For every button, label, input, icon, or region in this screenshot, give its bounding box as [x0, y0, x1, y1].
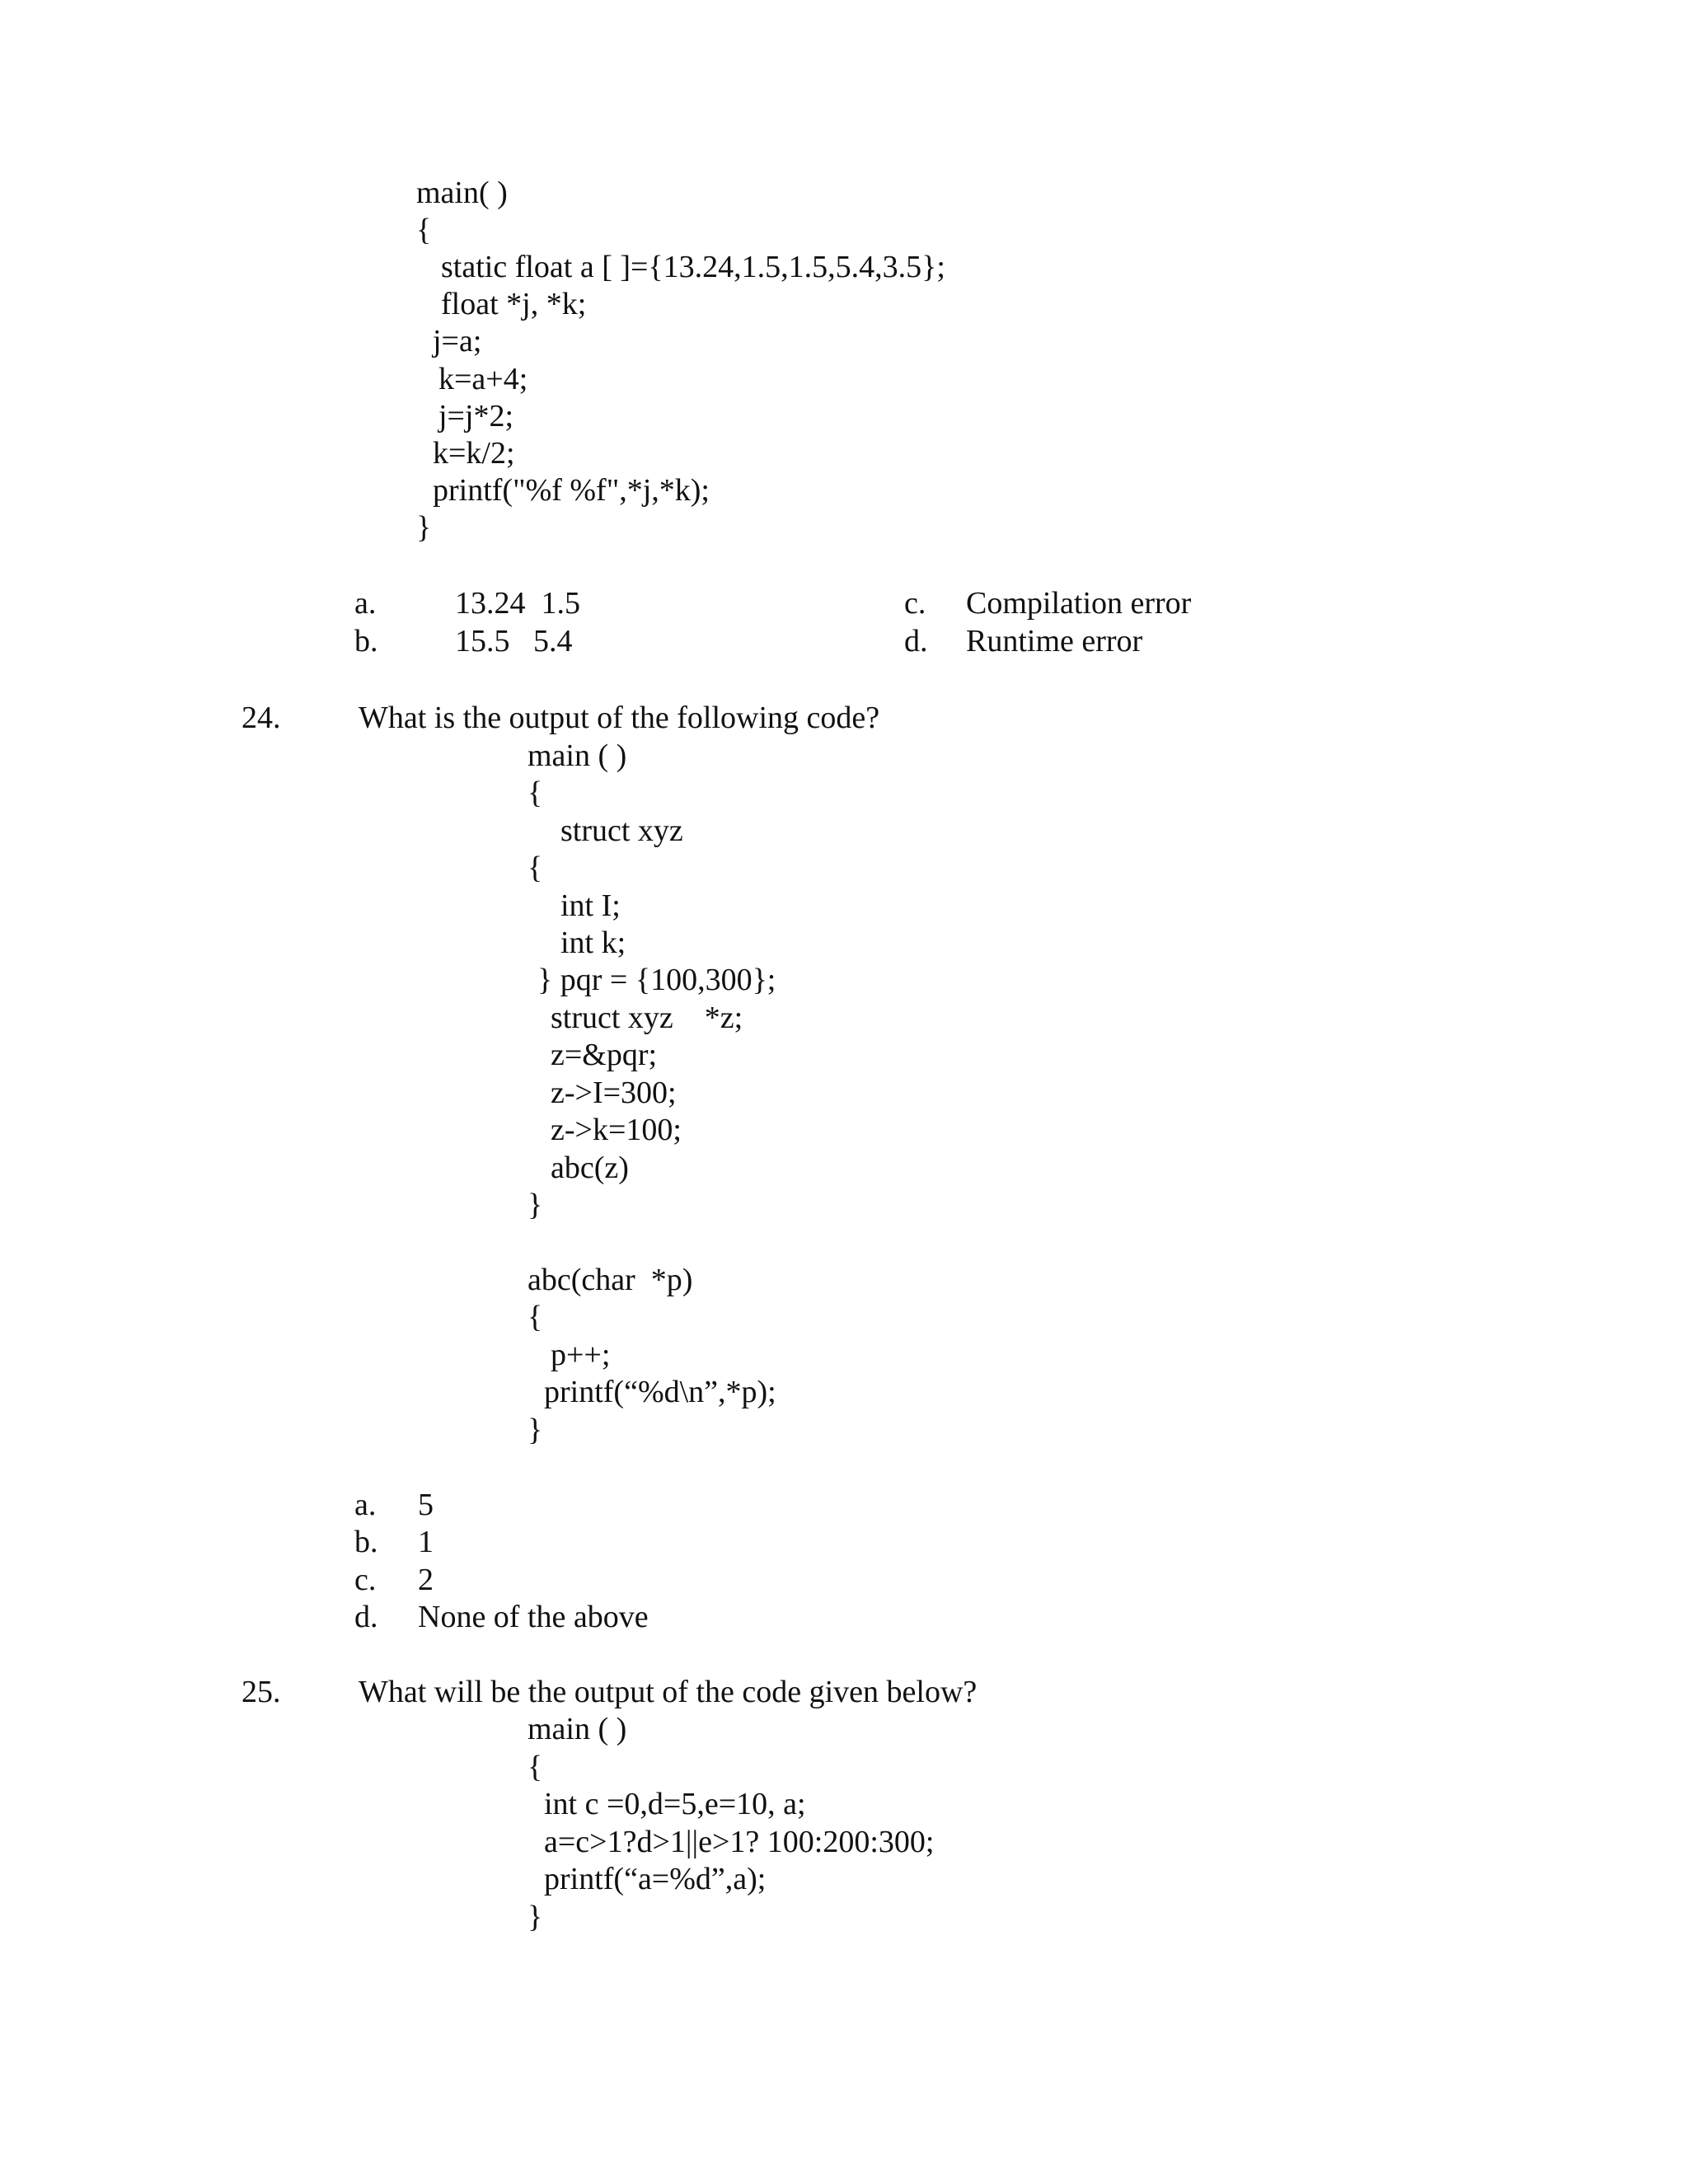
code-line: }	[528, 1900, 543, 1934]
code-line: int I;	[560, 888, 621, 923]
code-line: }	[528, 1413, 543, 1447]
option-letter: a.	[354, 586, 377, 621]
code-line: abc(z)	[551, 1151, 629, 1185]
code-line: } pqr = {100,300};	[537, 963, 776, 997]
code-line: main ( )	[528, 1712, 627, 1746]
code-line: main( )	[416, 176, 508, 210]
code-line: main ( )	[528, 738, 627, 773]
question-number: 24.	[241, 701, 281, 735]
option-text: Compilation error	[966, 586, 1192, 621]
option-letter: b.	[354, 1525, 378, 1559]
code-line: printf("%f %f",*j,*k);	[433, 473, 710, 508]
code-line: struct xyz	[560, 813, 683, 848]
code-line: a=c>1?d>1||e>1? 100:200:300;	[544, 1825, 935, 1859]
option-text: Runtime error	[966, 624, 1143, 658]
option-text: None of the above	[418, 1600, 649, 1634]
code-line: {	[528, 1300, 543, 1334]
code-line: z->I=300;	[551, 1076, 677, 1110]
option-letter: c.	[904, 586, 926, 621]
code-line: }	[416, 510, 432, 545]
option-text: 1	[418, 1525, 434, 1559]
code-line: printf(“a=%d”,a);	[544, 1862, 767, 1896]
question-text: What is the output of the following code?	[359, 701, 880, 735]
code-line: int k;	[560, 926, 626, 960]
code-line: k=a+4;	[438, 362, 528, 396]
code-line: {	[528, 776, 543, 810]
code-line: printf(“%d\n”,*p);	[544, 1375, 776, 1409]
option-letter: c.	[354, 1563, 377, 1597]
code-line: }	[528, 1188, 543, 1222]
code-line: {	[416, 213, 432, 247]
code-line: k=k/2;	[433, 436, 515, 471]
option-text: 13.24 1.5	[455, 586, 580, 621]
option-letter: a.	[354, 1488, 377, 1522]
code-line: {	[528, 1750, 543, 1784]
option-letter: b.	[354, 624, 378, 658]
code-line: {	[528, 851, 543, 885]
code-line: z->k=100;	[551, 1113, 682, 1147]
code-line: p++;	[551, 1338, 611, 1372]
code-line: j=a;	[433, 324, 482, 359]
code-line: static float a [ ]={13.24,1.5,1.5,5.4,3.5};	[441, 250, 945, 284]
code-line: float *j, *k;	[441, 287, 587, 321]
question-text: What will be the output of the code given below?	[359, 1675, 978, 1709]
code-line: z=&pqr;	[551, 1038, 658, 1072]
question-number: 25.	[241, 1675, 281, 1709]
code-line: abc(char *p)	[528, 1263, 693, 1297]
code-line: int c =0,d=5,e=10, a;	[544, 1787, 806, 1821]
option-letter: d.	[354, 1600, 378, 1634]
code-line: j=j*2;	[438, 399, 514, 434]
option-text: 15.5 5.4	[455, 624, 573, 658]
option-text: 2	[418, 1563, 434, 1597]
code-line: struct xyz *z;	[551, 1001, 743, 1035]
option-letter: d.	[904, 624, 928, 658]
option-text: 5	[418, 1488, 434, 1522]
